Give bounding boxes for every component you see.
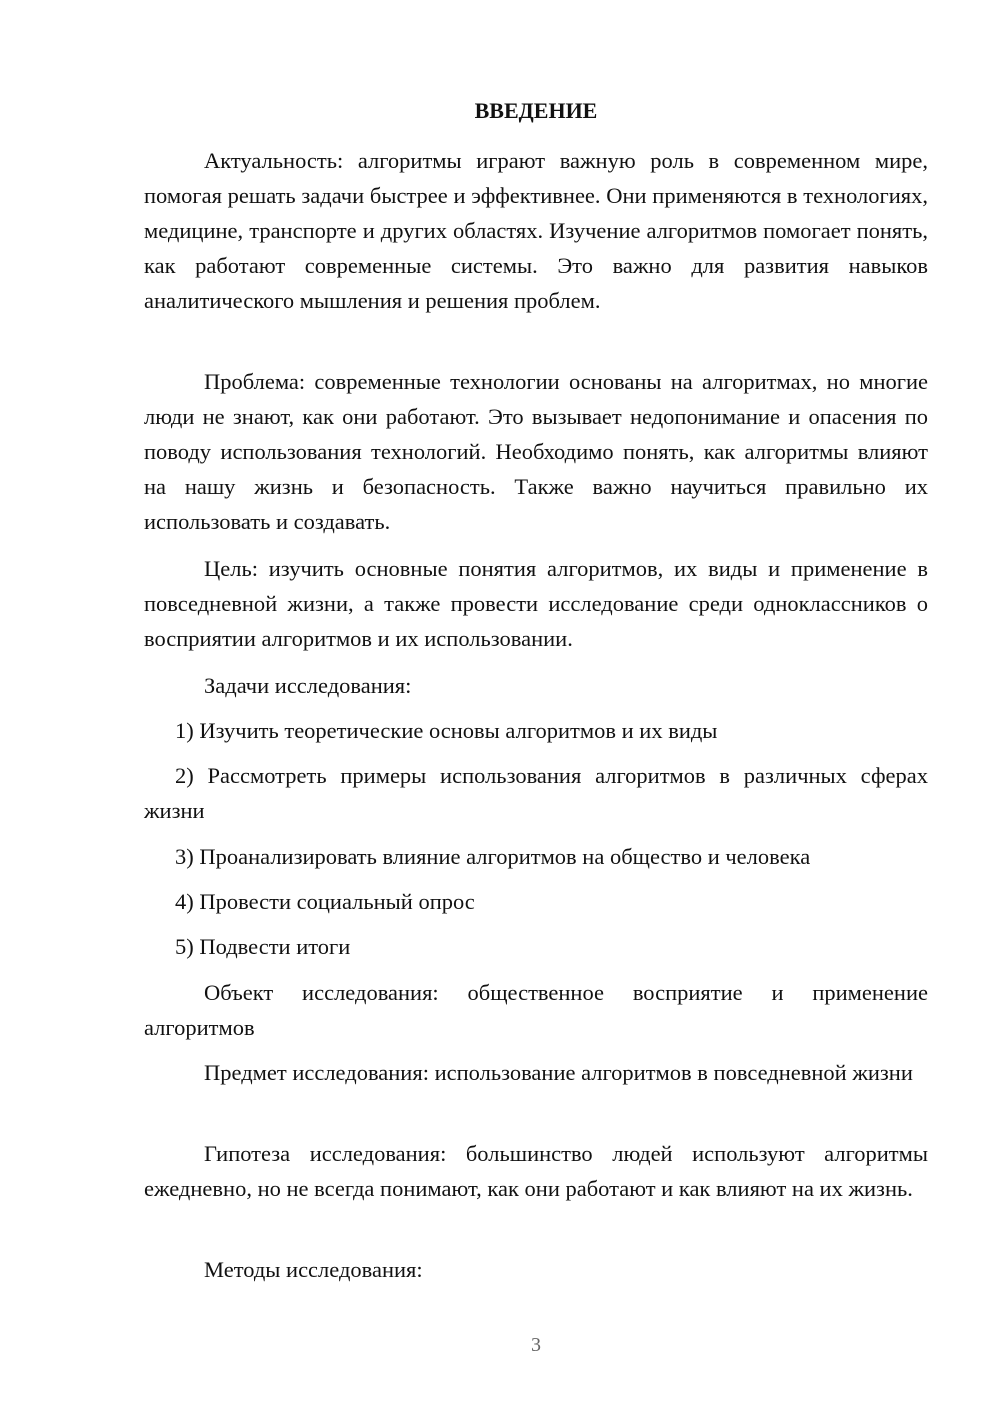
paragraph-problem: Проблема: современные технологии основаны на алгоритмах, но многие люди не знают, как они работают. Это вызывает недопонимание и опасения по поводу использования технологий. Необходимо понять, как алгоритмы влияют на нашу жизнь и безопасность. Также важно научиться правильно их использовать и создавать. (144, 369, 928, 534)
tasks-heading: Задачи исследования: (204, 673, 412, 698)
paragraph-subject: Предмет исследования: использование алгоритмов в повседневной жизни (204, 1060, 913, 1085)
methods-heading: Методы исследования: (204, 1257, 423, 1282)
task-item-2: 2) Рассмотреть примеры использования алгоритмов в различных сферах жизни (144, 763, 928, 823)
paragraph-object: Объект исследования: общественное восприятие и применение алгоритмов (144, 980, 928, 1040)
task-item-4: 4) Провести социальный опрос (175, 889, 475, 914)
task-item-1: 1) Изучить теоретические основы алгоритмов и их виды (175, 718, 718, 743)
paragraph-relevance: Актуальность: алгоритмы играют важную роль в современном мире, помогая решать задачи быстрее и эффективнее. Они применяются в технологиях, медицине, транспорте и других областях. Изучение алгоритмов помогает понять, как работают современные системы. Это важно для развития навыков аналитического мышления и решения проблем. (144, 148, 928, 313)
task-item-5: 5) Подвести итоги (175, 934, 351, 959)
paragraph-goal: Цель: изучить основные понятия алгоритмов, их виды и применение в повседневной жизни, а также провести исследование среди одноклассников о восприятии алгоритмов и их использовании. (144, 556, 928, 651)
task-item-3: 3) Проанализировать влияние алгоритмов на общество и человека (175, 844, 811, 869)
paragraph-hypothesis: Гипотеза исследования: большинство людей используют алгоритмы ежедневно, но не всегда понимают, как они работают и как влияют на их жизнь. (144, 1141, 928, 1201)
page-number: 3 (531, 1334, 541, 1356)
section-title: ВВЕДЕНИЕ (474, 98, 598, 123)
